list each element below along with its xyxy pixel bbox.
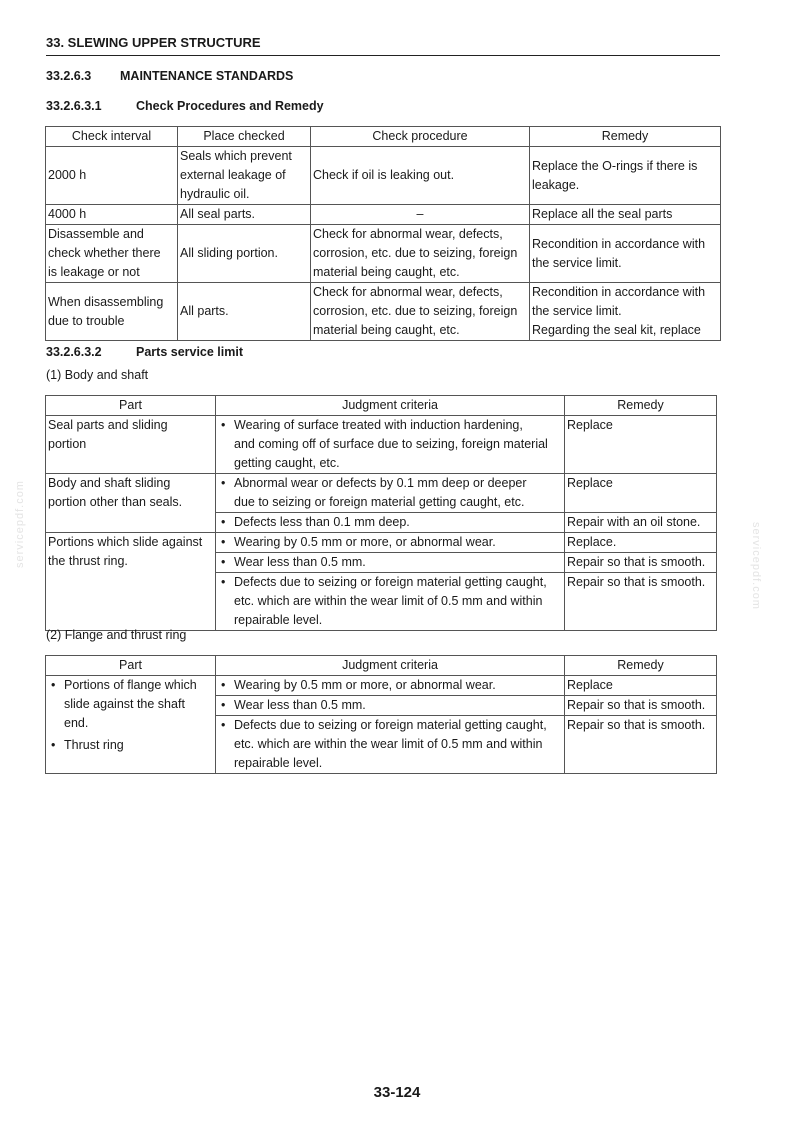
header-judgment-criteria: Judgment criteria	[216, 396, 565, 416]
section-number: 33.2.6.3.1	[46, 99, 102, 113]
part-cell: Portions which slide against the thrust ring.	[46, 533, 216, 631]
remedy-cell: Replace	[565, 474, 717, 513]
table-header-row	[46, 396, 717, 416]
header-rule	[46, 55, 720, 56]
check-procedures-table	[45, 126, 721, 341]
body-shaft-table	[45, 395, 717, 631]
remedy-cell: Recondition in accordance with the service limit. Regarding the seal kit, replace	[530, 283, 721, 341]
criteria-cell: • Wearing by 0.5 mm or more, or abnormal wear.	[216, 533, 565, 553]
part-cell: Seal parts and sliding portion	[46, 416, 216, 474]
table-row	[46, 533, 717, 553]
criteria-cell: • Defects due to seizing or foreign material getting caught, etc. which are within the wear limit of 0.5 mm and within repairable level.	[216, 716, 565, 774]
remedy-cell: Repair so that is smooth.	[565, 696, 717, 716]
page-header-title: 33. SLEWING UPPER STRUCTURE	[46, 35, 261, 50]
remedy-cell: Replace all the seal parts	[530, 205, 721, 225]
subsection-flange-and-thrust-ring: (2) Flange and thrust ring	[46, 628, 187, 642]
table-row	[46, 225, 721, 283]
section-check-procedures	[46, 99, 324, 113]
remedy-cell: Replace	[565, 676, 717, 696]
remedy-cell: Repair so that is smooth.	[565, 553, 717, 573]
criteria-cell: • Defects less than 0.1 mm deep.	[216, 513, 565, 533]
remedy-cell: Recondition in accordance with the service limit.	[530, 225, 721, 283]
criteria-cell: • Wearing of surface treated with induction hardening, and coming off of surface due to seizing, foreign material getting caught, etc.	[216, 416, 565, 474]
section-parts-service-limit	[46, 345, 243, 359]
table-row	[46, 676, 717, 696]
header-check-interval: Check interval	[46, 127, 178, 147]
flange-thrust-table	[45, 655, 717, 774]
remedy-cell: Repair with an oil stone.	[565, 513, 717, 533]
table-header-row	[46, 127, 721, 147]
criteria-cell: • Wearing by 0.5 mm or more, or abnormal wear.	[216, 676, 565, 696]
part-item: • Thrust ring	[48, 736, 213, 755]
remedy-cell: Replace	[565, 416, 717, 474]
section-number: 33.2.6.3	[46, 69, 92, 83]
remedy-cell: Repair so that is smooth.	[565, 716, 717, 774]
procedure-cell: Check for abnormal wear, defects, corrosion, etc. due to seizing, foreign material being caught, etc.	[311, 225, 530, 283]
part-item: • Portions of flange which slide against the shaft end.	[48, 676, 213, 733]
section-title: Check Procedures and Remedy	[136, 99, 324, 113]
watermark-right: servicepdf.com	[750, 522, 762, 610]
subsection-body-and-shaft: (1) Body and shaft	[46, 368, 149, 382]
header-remedy: Remedy	[565, 396, 717, 416]
section-title: MAINTENANCE STANDARDS	[120, 69, 294, 83]
place-cell: Seals which prevent external leakage of hydraulic oil.	[178, 147, 311, 205]
header-judgment-criteria: Judgment criteria	[216, 656, 565, 676]
watermark-left: servicepdf.com	[14, 480, 26, 568]
table-row	[46, 416, 717, 474]
interval-cell: When disassembling due to trouble	[46, 283, 178, 341]
part-cell: Body and shaft sliding portion other than seals.	[46, 474, 216, 533]
table-row	[46, 147, 721, 205]
section-number: 33.2.6.3.2	[46, 345, 102, 359]
page-number: 33-124	[373, 1084, 421, 1101]
table-header-row	[46, 656, 717, 676]
criteria-cell: • Defects due to seizing or foreign material getting caught, etc. which are within the wear limit of 0.5 mm and within repairable level.	[216, 573, 565, 631]
criteria-cell: • Wear less than 0.5 mm.	[216, 553, 565, 573]
place-cell: All seal parts.	[178, 205, 311, 225]
header-place-checked: Place checked	[178, 127, 311, 147]
interval-cell: 4000 h	[46, 205, 178, 225]
interval-cell: Disassemble and check whether there is leakage or not	[46, 225, 178, 283]
remedy-cell: Repair so that is smooth.	[565, 573, 717, 631]
criteria-cell: • Wear less than 0.5 mm.	[216, 696, 565, 716]
section-maintenance-standards	[46, 69, 293, 83]
place-cell: All sliding portion.	[178, 225, 311, 283]
place-cell: All parts.	[178, 283, 311, 341]
table-row	[46, 205, 721, 225]
remedy-cell: Replace.	[565, 533, 717, 553]
criteria-cell: • Abnormal wear or defects by 0.1 mm deep or deeper due to seizing or foreign material getting caught, etc.	[216, 474, 565, 513]
header-check-procedure: Check procedure	[311, 127, 530, 147]
interval-cell: 2000 h	[46, 147, 178, 205]
section-title: Parts service limit	[136, 345, 244, 359]
part-cell	[46, 676, 216, 774]
procedure-cell: –	[311, 205, 530, 225]
procedure-cell: Check if oil is leaking out.	[311, 147, 530, 205]
remedy-cell: Replace the O-rings if there is leakage.	[530, 147, 721, 205]
table-row	[46, 474, 717, 513]
header-remedy: Remedy	[530, 127, 721, 147]
header-remedy: Remedy	[565, 656, 717, 676]
header-part: Part	[46, 656, 216, 676]
procedure-cell: Check for abnormal wear, defects, corrosion, etc. due to seizing, foreign material being caught, etc.	[311, 283, 530, 341]
header-part: Part	[46, 396, 216, 416]
table-row	[46, 283, 721, 341]
